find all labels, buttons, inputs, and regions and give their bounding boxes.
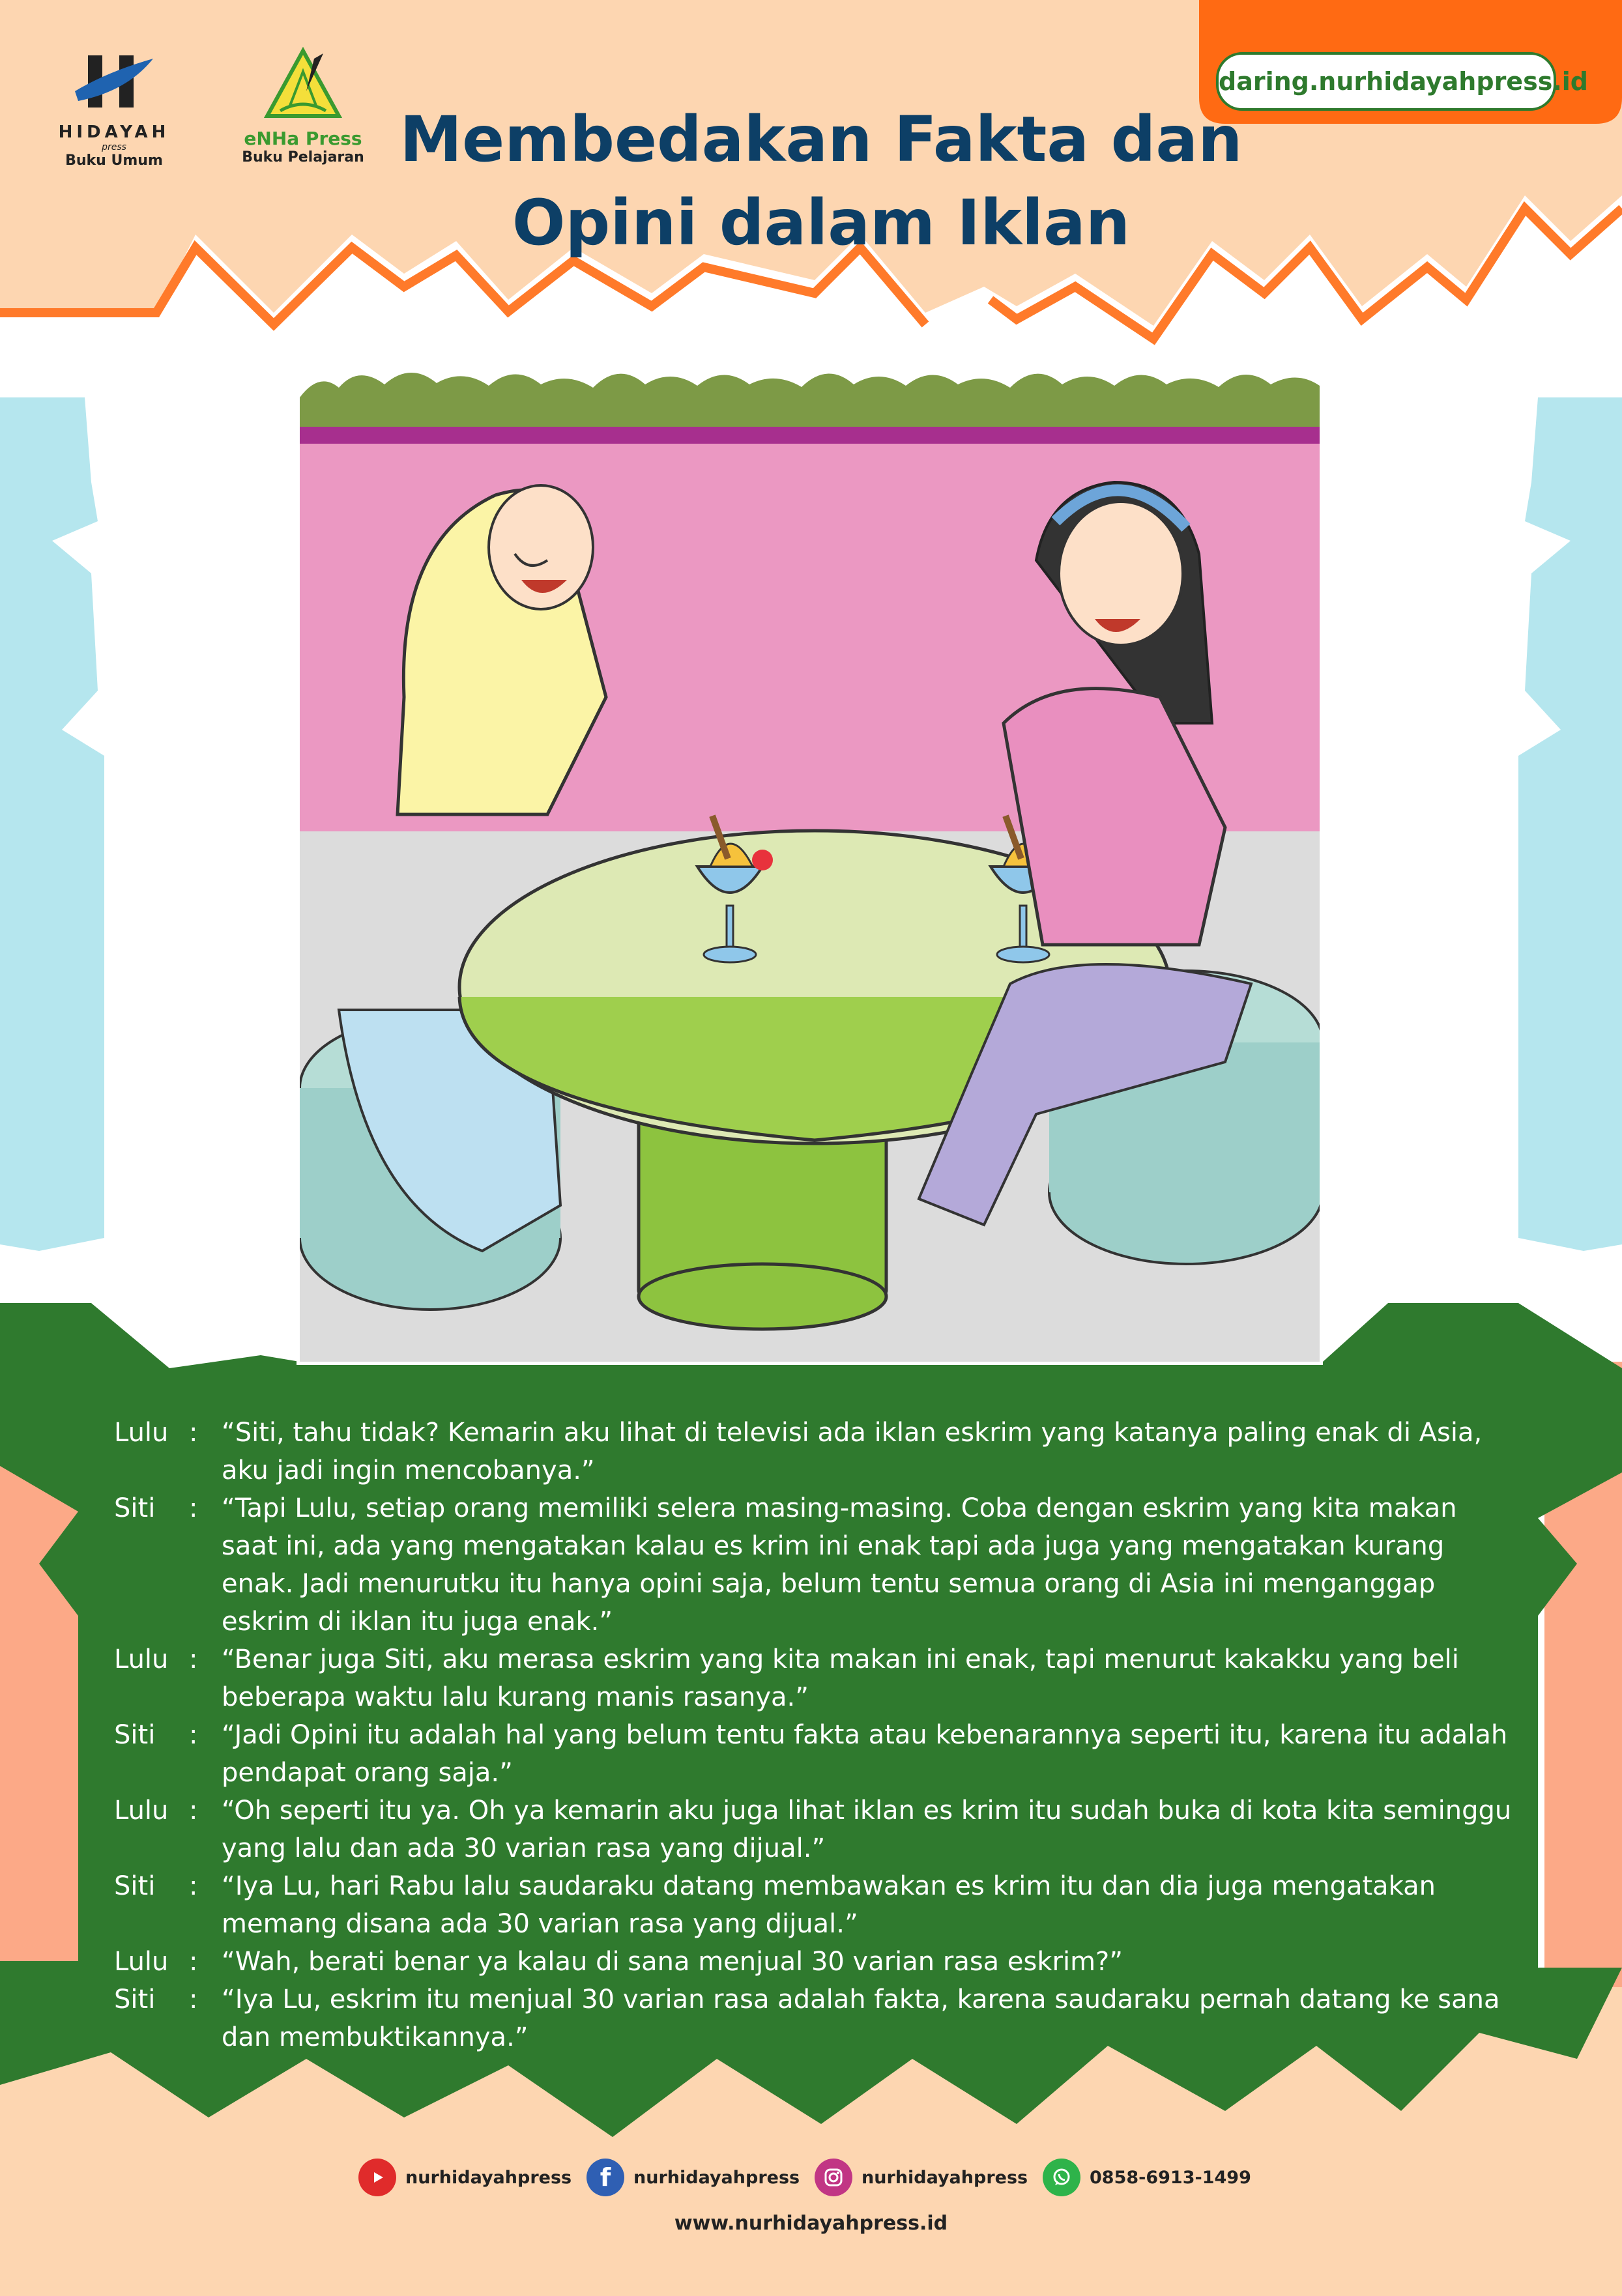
speech-text: “Iya Lu, hari Rabu lalu saudaraku datang membawakan es krim itu dan dia juga mengatakan memang disana ada 30 varian rasa yang dijual.”	[222, 1871, 1436, 1939]
enha-wordmark: eNHa Press	[244, 128, 362, 149]
youtube-label: nurhidayahpress	[405, 2167, 572, 2188]
social-facebook[interactable]	[587, 2157, 800, 2198]
speech-text: “Iya Lu, eskrim itu menjual 30 varian rasa adalah fakta, karena saudaraku pernah datang ke sana dan membuktikannya.”	[222, 1985, 1500, 2052]
title-line-1: Membedakan Fakta dan	[399, 103, 1243, 176]
social-whatsapp[interactable]	[1043, 2157, 1251, 2198]
speaker-name: Siti	[114, 1720, 156, 1750]
facebook-icon: f	[587, 2159, 624, 2196]
right-blue-panel	[1518, 397, 1622, 1251]
instagram-icon	[815, 2159, 852, 2196]
dialogue-line: Siti : “Iya Lu, eskrim itu menjual 30 varian rasa adalah fakta, karena saudaraku pernah datang ke sana dan membuktikannya.”	[114, 1981, 1515, 2056]
title-line-2: Opini dalam Iklan	[512, 186, 1131, 259]
instagram-label: nurhidayahpress	[862, 2167, 1028, 2188]
website-link[interactable]: www.nurhidayahpress.id	[674, 2212, 948, 2235]
hidayah-wordmark: HIDAYAH	[58, 122, 170, 142]
dialogue-line: Siti : “Jadi Opini itu adalah hal yang belum tentu fakta atau kebenarannya seperti itu, karena itu adalah pendapat orang saja.”	[114, 1716, 1515, 1792]
speech-text: “Oh seperti itu ya. Oh ya kemarin aku juga lihat iklan es krim itu sudah buka di kota kita seminggu yang lalu dan ada 30 varian rasa yang dijual.”	[222, 1796, 1512, 1863]
dialogue-line: Lulu : “Benar juga Siti, aku merasa eskrim yang kita makan ini enak, tapi menurut kakakku yang beli beberapa waktu lalu kurang manis rasanya.”	[114, 1641, 1515, 1716]
two-girls-eating-ice-cream-illustration	[300, 358, 1320, 1362]
enha-book-icon	[261, 46, 345, 124]
page-title	[365, 98, 1277, 265]
speaker-name: Lulu	[114, 1947, 169, 1977]
social-youtube[interactable]	[358, 2157, 572, 2198]
dialogue-line: Lulu : “Oh seperti itu ya. Oh ya kemarin aku juga lihat iklan es krim itu sudah buka di kota kita seminggu yang lalu dan ada 30 varian rasa yang dijual.”	[114, 1792, 1515, 1867]
enha-caption: Buku Pelajaran	[242, 149, 364, 165]
social-instagram[interactable]	[815, 2157, 1028, 2198]
facebook-label: nurhidayahpress	[633, 2167, 800, 2188]
left-blue-panel	[0, 397, 104, 1251]
youtube-icon	[358, 2159, 396, 2196]
hedge	[300, 373, 1320, 430]
speaker-name: Lulu	[114, 1418, 169, 1448]
hidayah-caption: Buku Umum	[65, 152, 163, 169]
dialogue-line: Lulu : “Wah, berati benar ya kalau di sana menjual 30 varian rasa eskrim?”	[114, 1943, 1515, 1981]
hidayah-sub: press	[102, 142, 126, 152]
dialogue-line: Lulu : “Siti, tahu tidak? Kemarin aku lihat di televisi ada iklan eskrim yang katanya paling enak di Asia, aku jadi ingin mencobanya.”	[114, 1414, 1515, 1489]
speaker-name: Lulu	[114, 1796, 169, 1826]
enha-logo	[231, 46, 375, 165]
url-link[interactable]: daring.nurhidayahpress.id	[1216, 52, 1556, 111]
speech-text: “Benar juga Siti, aku merasa eskrim yang kita makan ini enak, tapi menurut kakakku yang beli beberapa waktu lalu kurang manis rasanya.”	[222, 1644, 1459, 1712]
speaker-name: Siti	[114, 1871, 156, 1901]
hidayah-logo	[52, 46, 176, 169]
speech-text: “Siti, tahu tidak? Kemarin aku lihat di televisi ada iklan eskrim yang katanya paling enak di Asia, aku jadi ingin mencobanya.”	[222, 1418, 1483, 1485]
speaker-name: Siti	[114, 1985, 156, 2015]
speaker-name: Lulu	[114, 1644, 169, 1674]
speech-text: “Tapi Lulu, setiap orang memiliki selera masing-masing. Coba dengan eskrim yang kita makan saat ini, ada yang mengatakan kalau es krim ini enak tapi ada juga yang mengatakan kurang enak. Jadi menurutku itu hanya opini saja, belum tentu semua orang di Asia ini menganggap eskrim di iklan itu juga enak.”	[222, 1493, 1457, 1637]
speaker-name: Siti	[114, 1493, 156, 1523]
whatsapp-label: 0858-6913-1499	[1090, 2167, 1251, 2188]
speech-text: “Jadi Opini itu adalah hal yang belum tentu fakta atau kebenarannya seperti itu, karena itu adalah pendapat orang saja.”	[222, 1720, 1508, 1788]
dialogue	[114, 1414, 1515, 2056]
speech-text: “Wah, berati benar ya kalau di sana menjual 30 varian rasa eskrim?”	[222, 1947, 1123, 1977]
whatsapp-icon	[1043, 2159, 1080, 2196]
dialogue-line: Siti : “Tapi Lulu, setiap orang memiliki selera masing-masing. Coba dengan eskrim yang kita makan saat ini, ada yang mengatakan kalau es krim ini enak tapi ada juga yang mengatakan kurang enak. Jadi menurutku itu hanya opini saja, belum tentu semua orang di Asia ini menganggap eskrim di iklan itu juga enak.”	[114, 1489, 1515, 1641]
dialogue-line: Siti : “Iya Lu, hari Rabu lalu saudaraku datang membawakan es krim itu dan dia juga mengatakan memang disana ada 30 varian rasa yang dijual.”	[114, 1867, 1515, 1943]
hidayah-h-icon	[68, 46, 160, 117]
